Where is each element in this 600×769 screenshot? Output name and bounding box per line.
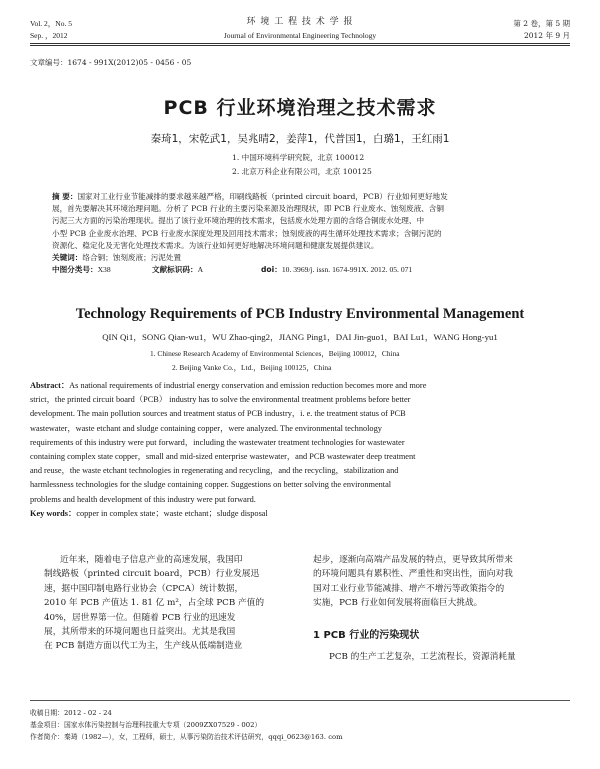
body-right-line-4: 实施，PCB 行业如何发展将面临巨大挑战。 [313,598,483,609]
section-first-line: PCB 的生产工艺复杂，工艺流程长，资源消耗量 [329,652,516,662]
affiliation-cn-2: 2. 北京万科企业有限公司，北京 100125 [232,167,372,176]
header-rule-double [30,45,570,46]
affiliation-en-1: 1. Chinese Research Academy of Environmental Sciences，Beijing 100012，China [150,349,400,358]
abstract-en-label: Abstract： [30,381,70,390]
authors-en: QIN Qi1，SONG Qian-wu1，WU Zhao-qing2，JIANG Ping1，DAI Jin-guo1，BAI Lu1，WANG Hong-yu1 [102,332,498,342]
body-right-line-1: 起步，逐渐向高端产品发展的特点，更导致其所带来 [313,555,513,565]
body-left-line-3: 速，据中国印制电路行业协会（CPCA）统计数据， [44,583,244,594]
journal-title-en: Journal of Environmental Engineering Technology [223,31,377,40]
footnote-rule [30,700,570,701]
authors-cn: 秦琦1，宋乾武1，吴兆晴2，姜萍1，代普国1，白璐1，王红雨1 [150,133,450,145]
body-left-line-1: 近年来，随着电子信息产业的高速发展，我国印 [60,555,243,565]
abstract-cn-line-4: 小型 PCB 企业废水治理、PCB 行业废水深度处理及回用技术需求；蚀刻废液的再生循环处理技术需求；含铜污泥的 [52,228,442,238]
keywords-cn-label: 关键词： [52,253,83,263]
abstract-en [30,379,570,521]
body-right-column [313,553,567,611]
body-right-line-3: 国对工业行业节能减排、增产不增污等政策指令的 [313,583,505,594]
abstract-en-line-6: containing complex state copper，small and mid-sized enterprise wastewater，and PCB wastewater deep treatment [30,452,416,462]
body-left-line-6: 展，其所带来的环境问题也日益突出。尤其是我国 [44,627,236,638]
volume-label: Vol. 2，No. 5 [30,19,72,28]
body-left-line-4: 2010 年 PCB 产值达 1. 81 亿 m²，占全球 PCB 产值的 [44,598,265,609]
keywords-en-label: Key words： [30,508,77,518]
body-left-column [44,553,298,654]
abstract-en-line-4: wastewater，waste etchant and sludge containing copper，were analyzed. The environmental technology [30,423,382,433]
section-heading: 1 PCB 行业的污染现状 [313,630,420,641]
abstract-en-line-8: harmlessness technologies for the sludge containing copper. Suggestions on better solving the environmental [30,480,392,490]
keywords-cn: 关键词：络合铜；蚀刻废液；污泥处置 [52,253,182,263]
body-left-line-5: 40%，居世界第一位。但随着 PCB 行业的迅速发 [44,612,236,623]
abstract-cn-line-2: 展，首先要解决其环境治理问题。分析了 PCB 行业的主要污染来源及治理现状，即 PCB 行业废水、蚀刻废液、含铜 [52,204,444,214]
classification-line: 中图分类号：X38 文献标识码：A doi：10. 3969/j. issn. 1674-991X. 2012. 05. 071 [52,265,413,275]
body-left-line-2: 制线路板（printed circuit board，PCB）行业发展迅 [44,569,260,580]
abstract-en-line-9: problems and health development of this industry were put forward. [30,494,256,504]
body-right-line-2: 的环境问题具有累积性、严重性和突出性，面向对我 [313,569,513,580]
date-en-label: Sep. ，2012 [30,31,68,40]
keywords-en: Key words：copper in complex state；waste etchant；sludge disposal [30,508,268,518]
affiliation-en-2: 2. Beijing Vanke Co.，Ltd.，Beijing 100125，China [172,363,332,372]
journal-title-cn: 环 境 工 程 技 术 学 报 [246,17,354,27]
affiliation-cn-1: 1. 中国环境科学研究院，北京 100012 [232,153,365,162]
footnote-received: 收稿日期：2012 - 02 - 24 [30,709,112,717]
abstract-en-line-5: requirements of this industry were put forward，including the wastewater treatment technologies for wastewater [30,437,405,447]
abstract-cn-line-3: 污泥三大方面的污染治理现状。提出了该行业环境治理的技术需求，包括废水处理方面的含络合铜废水处理、中 [52,216,425,226]
footnote-author: 作者简介：秦琦（1982—），女，工程师，硕士，从事污染防治技术评估研究，qqqi_0623@163. com [30,733,343,741]
abstract-cn-label: 摘 要： [52,192,78,201]
title-en: Technology Requirements of PCB Industry Environmental Management [75,306,525,322]
abstract-en-line-7: and reuse，the waste etchant technologies in regenerating and recycling，and the recycling，stabilization and [30,466,399,476]
abstract-en-line-3: development. The main pollution sources and treatment status of PCB industry，i. e. the treatment status of PCB [30,409,406,419]
date-cn-label: 2012 年 9 月 [523,31,570,40]
header-rule [30,43,570,44]
abstract-cn-line-1: 摘 要：国家对工业行业节能减排的要求越来越严格，印刷线路板（printed circuit board，PCB）行业如何更好地发 [52,192,448,201]
title-cn: PCB 行业环境治理之技术需求 [163,97,437,119]
volume-cn-label: 第 2 卷，第 5 期 [513,19,570,28]
abstract-en-line-2: strict，the printed circuit board（PCB） industry has to solve the environmental treatment problems before better [30,395,411,405]
footnote-funding: 基金项目：国家水体污染控制与治理科技重大专项（2009ZX07529 - 002） [30,721,262,729]
footnotes [30,707,570,743]
body-left-line-7: 在 PCB 制造方面以代工为主，生产线从低端制造业 [44,641,243,652]
abstract-cn-line-5: 资源化、稳定化及无害化处理技术需求。为该行业如何更好地解决环境问题和健康发展提供建议。 [52,240,379,250]
abstract-en-line-1: Abstract：As national requirements of industrial energy conservation and emission reduction becomes more and more [30,381,427,390]
article-number: 文章编号：1674 - 991X(2012)05 - 0456 - 05 [30,58,192,67]
abstract-cn [52,191,552,276]
